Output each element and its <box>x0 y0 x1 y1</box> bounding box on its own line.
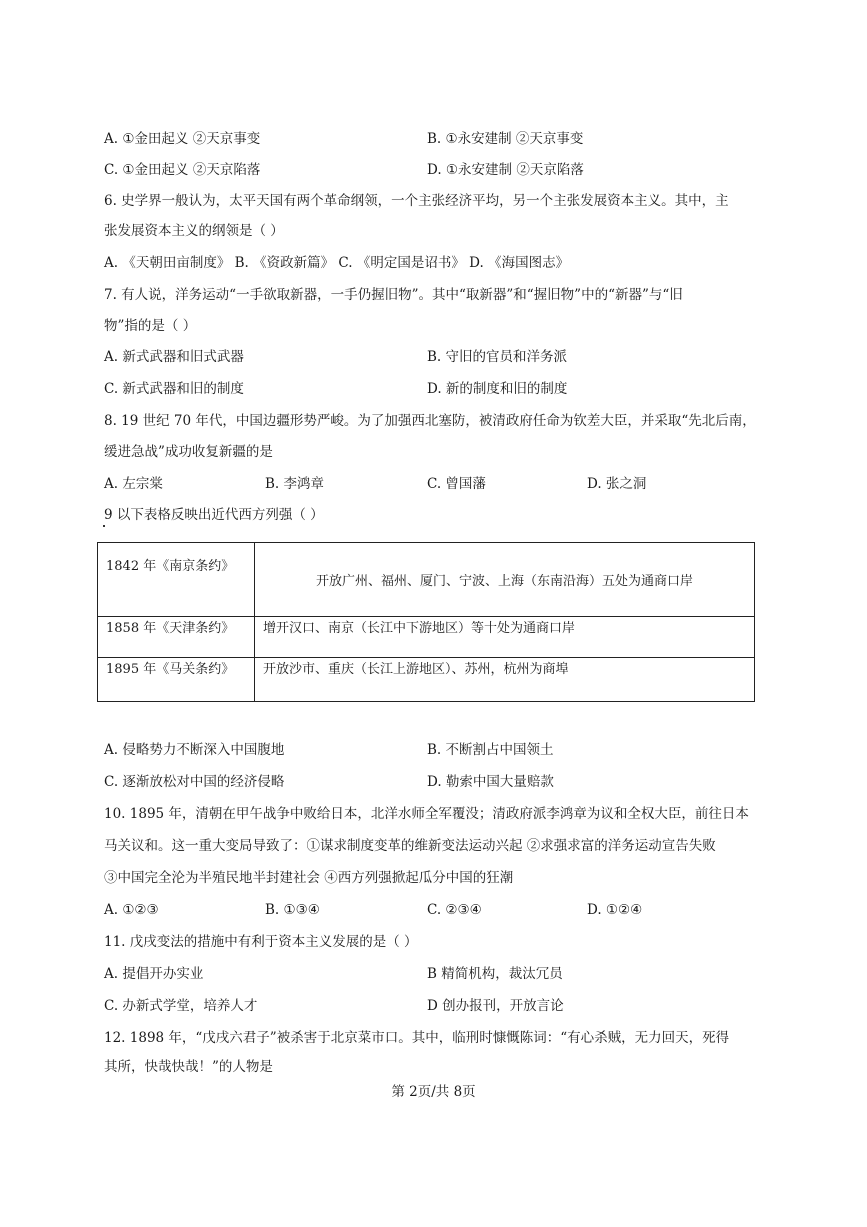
treaty-desc-cell: 开放沙市、重庆（长江上游地区）、苏州，杭州为商埠 <box>255 657 755 701</box>
q7-stem-line1: 7. 有人说，洋务运动“一手欲取新器，一手仍握旧物”。其中“取新器”和“握旧物”中的“新器”与“旧 <box>104 287 683 303</box>
q12-stem-line1: 12. 1898 年，“戊戌六君子”被杀害于北京菜市口。其中，临刑时慷慨陈词：“有心杀贼，无力回天，死得 <box>104 1030 730 1046</box>
q9-option-c: C. 逐渐放松对中国的经济侵略 <box>104 774 285 790</box>
table-row <box>98 657 755 701</box>
q8-option-d: D. 张之洞 <box>587 476 647 492</box>
treaty-year-cell: 1895 年《马关条约》 <box>98 657 255 701</box>
q9-stem: 9 以下表格反映出近代西方列强（ ） <box>104 507 324 523</box>
treaty-year-cell: 1858 年《天津条约》 <box>98 617 255 657</box>
q5-option-c: C. ①金田起义 ②天京陷落 <box>104 162 261 178</box>
treaty-year-cell: 1842 年《南京条约》 <box>98 543 255 617</box>
q11-option-b: B 精简机构，裁汰冗员 <box>427 966 563 982</box>
q8-stem-line1: 8. 19 世纪 70 年代，中国边疆形势严峻。为了加强西北塞防，被清政府任命为钦差大臣，并采取“先北后南， <box>104 413 756 429</box>
q9-treaty-table <box>97 542 755 702</box>
q9-option-d: D. 勒索中国大量赔款 <box>427 774 554 790</box>
treaty-desc-cell: 开放广州、福州、厦门、宁波、上海（东南沿海）五处为通商口岸 <box>255 543 755 617</box>
q5-option-b: B. ①永安建制 ②天京事变 <box>427 131 584 147</box>
q7-option-b: B. 守旧的官员和洋务派 <box>427 349 568 365</box>
q7-option-c: C. 新式武器和旧的制度 <box>104 381 244 397</box>
q10-stem-line2: 马关议和。这一重大变局导致了：①谋求制度变革的维新变法运动兴起 ②求强求富的洋务运动宣告失败 <box>104 838 716 854</box>
q5-option-d: D. ①永安建制 ②天京陷落 <box>427 162 584 178</box>
q7-option-d: D. 新的制度和旧的制度 <box>427 381 568 397</box>
q10-stem-line1: 10. 1895 年，清朝在甲午战争中败给日本，北洋水师全军覆没；清政府派李鸿章为议和全权大臣，前往日本 <box>104 806 749 822</box>
q8-option-c: C. 曾国藩 <box>427 476 486 492</box>
q9-option-a: A. 侵略势力不断深入中国腹地 <box>104 742 285 758</box>
table-row <box>98 543 755 617</box>
q8-option-a: A. 左宗棠 <box>104 476 163 492</box>
q10-stem-line3: ③中国完全沦为半殖民地半封建社会 ④西方列强掀起瓜分中国的狂潮 <box>104 870 514 886</box>
q8-stem-line2: 缓进急战”成功收复新疆的是 <box>104 444 273 460</box>
q11-stem: 11. 戊戌变法的措施中有利于资本主义发展的是（ ） <box>104 934 418 950</box>
q10-option-b: B. ①③④ <box>265 902 320 918</box>
page-number-footer: 第 2页/共 8页 <box>391 1084 476 1100</box>
q6-options: A. 《天朝田亩制度》 B. 《资政新篇》 C. 《明定国是诏书》 D. 《海国图志》 <box>104 255 570 271</box>
q12-stem-line2: 其所，快哉快哉！”的人物是 <box>104 1059 273 1075</box>
q6-stem-line2: 张发展资本主义的纲领是（ ） <box>104 223 284 239</box>
stray-dot <box>103 525 105 527</box>
q10-option-a: A. ①②③ <box>104 902 159 918</box>
table-row <box>98 617 755 657</box>
q11-option-a: A. 提倡开办实业 <box>104 966 204 982</box>
q10-option-c: C. ②③④ <box>427 902 482 918</box>
q9-option-b: B. 不断割占中国领土 <box>427 742 554 758</box>
q11-option-c: C. 办新式学堂，培养人才 <box>104 998 258 1014</box>
q11-option-d: D 创办报刊，开放言论 <box>427 998 564 1014</box>
treaty-desc-cell: 增开汉口、南京（长江中下游地区）等十处为通商口岸 <box>255 617 755 657</box>
q8-option-b: B. 李鸿章 <box>265 476 325 492</box>
q10-option-d: D. ①②④ <box>587 902 643 918</box>
q7-option-a: A. 新式武器和旧式武器 <box>104 349 244 365</box>
q5-option-a: A. ①金田起义 ②天京事变 <box>104 131 261 147</box>
q7-stem-line2: 物”指的是（ ） <box>104 318 197 334</box>
q6-stem-line1: 6. 史学界一般认为，太平天国有两个革命纲领，一个主张经济平均，另一个主张发展资本主义。其中，主 <box>104 193 729 209</box>
